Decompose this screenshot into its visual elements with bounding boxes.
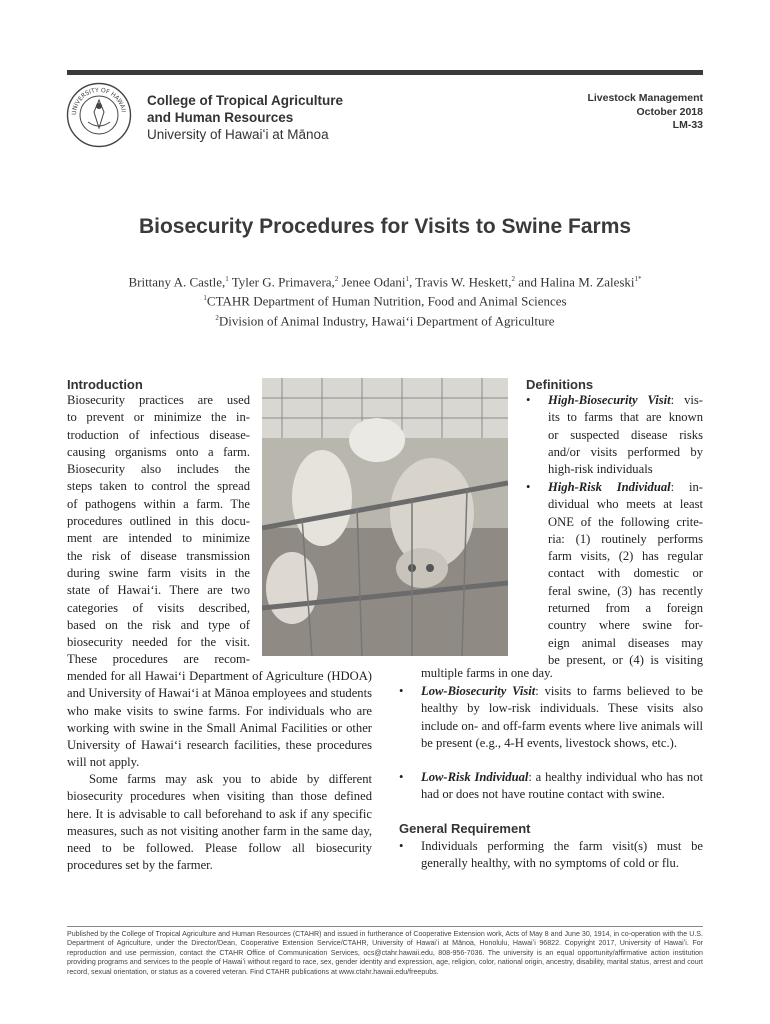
text-line: categories of visits described, (67, 600, 250, 615)
bullet-icon: • (399, 770, 404, 784)
text-line: : vis- (670, 393, 703, 407)
text-line: Biosecurity practices are used (67, 393, 250, 407)
text-line: procedures outlined in this docu- (67, 514, 250, 529)
definition-low-risk-individual: • Low-Risk Individual: a healthy individual who has not had or does not have routine contact with swine. (399, 770, 703, 802)
general-requirement-heading: General Requirement (399, 821, 531, 836)
pigs-photo (262, 378, 508, 656)
text-line: state of Hawaiʻi. There are two (67, 583, 250, 598)
footer-rule (67, 926, 703, 927)
introduction-paragraph-wide: mended for all Hawaiʻi Department of Agriculture (HDOA) and University of Hawaiʻi at Mānoa employees and students who make visits to swine farms. For individuals who are working with swine in the Small Animal Facilities or other University of Hawaiʻi research facilities, these procedures will not apply. (67, 669, 372, 770)
text-line: high-risk individuals (548, 462, 653, 477)
text-line: dividual who meets at least (548, 497, 703, 512)
text-line: to prevent or minimize the in- (67, 410, 250, 425)
text-line: and/or visits performed by (548, 444, 703, 459)
publication-number: LM-33 (672, 119, 703, 131)
text-line: farm visits, (2) has regular (548, 549, 703, 564)
text-line: country where swine for- (548, 618, 703, 633)
header-rule (67, 70, 703, 75)
affiliation-2: $^2$Division of Animal Industry, Hawaiʻi Department of Agriculture (215, 312, 555, 328)
text-line: of pathogens within a farm. The (67, 496, 250, 511)
text-line: eign animal diseases may (548, 635, 703, 650)
text-line: be present, or (4) is visiting (548, 652, 703, 667)
org-line-3: University of Hawaiʻi at Mānoa (147, 127, 329, 142)
text-line: troduction of infectious disease- (67, 427, 250, 442)
text-line: the risk of disease transmission (67, 548, 250, 563)
introduction-paragraph-2: Some farms may ask you to abide by different biosecurity procedures when visiting than those defined here. It is advisable to call beforehand to ask if any specific measures, such as not visiting another farm in the same day, need to be followed. Please follow all biosecurity procedures set by the farmer. (67, 772, 372, 873)
definition-low-biosecurity-visit: • Low-Biosecurity Visit: visits to farms believed to be healthy by low-risk individuals. These visits also include on- and off-farm events where live animals will be present (e.g., 4-H events, livestock shows, etc.). (399, 684, 703, 750)
author-list: Brittany A. Castle,$^1$ Tyler G. Primavera,$^2$ Jenee Odani$^1$, Travis W. Heskett,$^2$ and Halina M. Zaleski$^{1*}$ (128, 274, 642, 290)
affiliation-1: $^1$CTAHR Department of Human Nutrition, Food and Animal Sciences (203, 293, 567, 309)
authors-block (0, 271, 770, 329)
text-line: ment are intended to minimize (67, 531, 250, 546)
publication-info (587, 92, 703, 133)
publication-date: October 2018 (636, 105, 703, 118)
org-name (147, 92, 343, 143)
text-line: its to farms that are known (548, 410, 703, 425)
text-line: or suspected disease risks (548, 427, 703, 442)
footer-text: Published by the College of Tropical Agriculture and Human Resources (CTAHR) and issued in furtherance of Cooperative Extension work, Acts of May 8 and June 30, 1914, in co-operation with the U.S. Department of Agriculture, under the Director/Dean, Cooperative Extension Service/CTAHR, University of Hawaiʻi at Mānoa, Honolulu, Hawaiʻi 96822. Copyright 2017, University of Hawaiʻi. For reproduction and use permission, contact the CTAHR Office of Communication Services, ocs@ctahr.hawaii.edu, 808-956-7036. The university is an equal opportunity/affirmative action institution providing programs and services to the people of Hawaiʻi without regard to race, sex, gender identity and expression, age, religion, color, national origin, ancestry, disability, marital status, arrest and court record, sexual orientation, or status as a covered veteran. Find CTAHR publications at www.ctahr.hawaii.edu/freepubs. (67, 930, 703, 976)
org-line-1: College of Tropical Agriculture (147, 93, 344, 108)
series-name: Livestock Management (587, 92, 703, 104)
term: High-Risk Individual (548, 480, 671, 494)
text-line: steps taken to control the spread (67, 479, 250, 494)
bullet-icon: • (399, 684, 404, 698)
svg-text:UNIVERSITY OF HAWAII: UNIVERSITY OF HAWAII (70, 86, 127, 116)
text-line: feral swine, (3) has recently (548, 583, 703, 598)
introduction-heading: Introduction (67, 377, 143, 392)
text-line: returned from a foreign (548, 601, 703, 616)
bullet-icon: • (526, 480, 531, 494)
text-line: biosecurity needed for the visit. (67, 635, 250, 650)
text-line: ria: (1) routinely performs (548, 531, 703, 546)
introduction-paragraph-narrow (67, 392, 250, 669)
university-seal-logo (66, 82, 132, 148)
definition-high-risk-individual (526, 479, 703, 669)
org-line-2: and Human Resources (147, 110, 294, 125)
term: High-Biosecurity Visit (548, 393, 671, 407)
text-line: : in- (670, 480, 703, 494)
text-line: These procedures are recom- (67, 652, 250, 667)
page-title: Biosecurity Procedures for Visits to Swine Farms (138, 215, 632, 238)
text-line: based on the risk and type of (67, 617, 250, 632)
text-line: contact with domestic or (548, 566, 703, 581)
general-requirement-item: • Individuals performing the farm visit(s) must be generally healthy, with no symptoms of cold or flu. (399, 839, 703, 871)
text-line: ONE of the following crite- (548, 514, 703, 529)
text-line: Biosecurity also includes the (67, 462, 250, 477)
definitions-heading: Definitions (526, 377, 594, 392)
text-line: causing organisms onto a farm. (67, 444, 250, 459)
bullet-icon: • (399, 839, 404, 853)
definition-high-biosecurity-visit (526, 392, 703, 478)
definition-high-risk-individual-tail: multiple farms in one day. (421, 666, 553, 680)
bullet-icon: • (526, 393, 531, 407)
text-line: during swine farm visits in the (67, 565, 250, 580)
